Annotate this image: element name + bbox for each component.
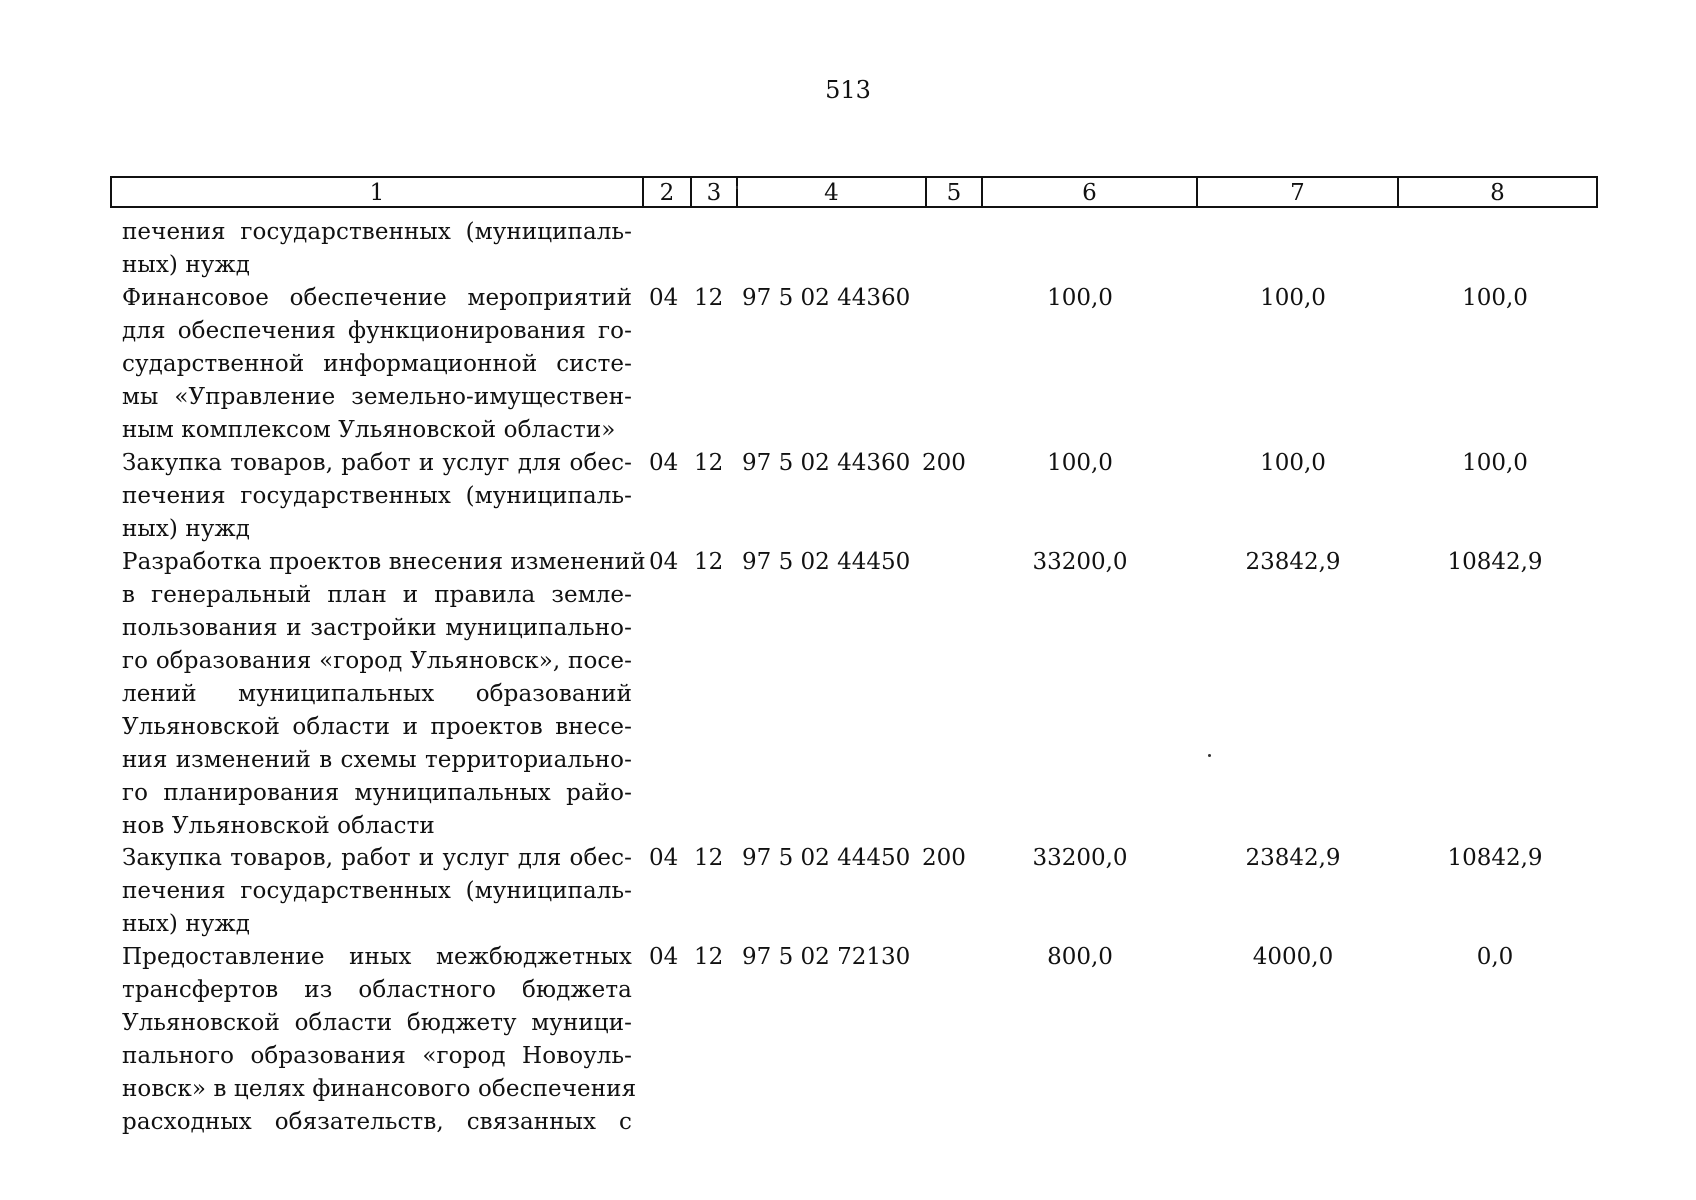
header-col-8: 8: [1397, 178, 1596, 206]
header-col-6: 6: [981, 178, 1196, 206]
row-description: [122, 282, 632, 447]
cell-amount-7: 100,0: [1260, 450, 1326, 476]
desc-line: ния изменений в схемы территориально-: [122, 747, 632, 773]
desc-line: пального образования «город Новоуль-: [122, 1043, 632, 1069]
desc-line: новск» в целях финансового обеспечения: [122, 1076, 637, 1102]
cell-subsection: 12: [694, 285, 724, 311]
cell-amount-8: 10842,9: [1447, 845, 1543, 871]
desc-line: ных) нужд: [122, 516, 250, 542]
desc-line: в генеральный план и правила земле-: [122, 582, 632, 608]
cell-amount-8: 0,0: [1476, 944, 1514, 970]
cell-amount-8: 10842,9: [1447, 549, 1543, 575]
desc-line: Предоставление иных межбюджетных: [122, 944, 632, 970]
cell-amount-6: 100,0: [1047, 285, 1113, 311]
desc-line: печения государственных (муниципаль-: [122, 878, 632, 904]
cell-amount-8: 100,0: [1462, 450, 1528, 476]
cell-target-code: 97 5 02 44360: [742, 450, 911, 476]
cell-expense-type: 200: [922, 450, 966, 476]
page-number: 513: [825, 76, 871, 104]
cell-section: 04: [649, 285, 679, 311]
cell-amount-6: 100,0: [1047, 450, 1113, 476]
cell-subsection: 12: [694, 845, 724, 871]
desc-line: печения государственных (муниципаль-: [122, 219, 632, 245]
desc-line: расходных обязательств, связанных с: [122, 1109, 632, 1135]
cell-target-code: 97 5 02 44450: [742, 845, 911, 871]
cell-amount-7: 100,0: [1260, 285, 1326, 311]
header-col-4: 4: [736, 178, 925, 206]
scan-mark: [736, 186, 738, 189]
desc-line: трансфертов из областного бюджета: [122, 977, 632, 1003]
desc-line: Закупка товаров, работ и услуг для обес-: [122, 845, 632, 871]
table-header: [110, 176, 1598, 208]
desc-line: сударственной информационной систе-: [122, 351, 632, 377]
desc-line: ных) нужд: [122, 252, 250, 278]
desc-line: нов Ульяновской области: [122, 813, 435, 839]
desc-line: для обеспечения функционирования го-: [122, 318, 632, 344]
cell-section: 04: [649, 549, 679, 575]
desc-line: ным комплексом Ульяновской области»: [122, 417, 616, 443]
cell-amount-7: 4000,0: [1252, 944, 1334, 970]
cell-section: 04: [649, 944, 679, 970]
row-description: [122, 842, 632, 941]
header-col-3: 3: [690, 178, 736, 206]
desc-line: Ульяновской области и проектов внесе-: [122, 714, 632, 740]
cell-subsection: 12: [694, 944, 724, 970]
desc-line: лений муниципальных образований: [122, 681, 632, 707]
cell-amount-7: 23842,9: [1245, 549, 1341, 575]
cell-target-code: 97 5 02 44360: [742, 285, 911, 311]
cell-target-code: 97 5 02 44450: [742, 549, 911, 575]
row-description: [122, 447, 632, 546]
row-description: [122, 546, 646, 843]
cell-section: 04: [649, 845, 679, 871]
cell-subsection: 12: [694, 549, 724, 575]
cell-target-code: 97 5 02 72130: [742, 944, 911, 970]
desc-line: печения государственных (муниципаль-: [122, 483, 632, 509]
cell-amount-6: 33200,0: [1032, 845, 1128, 871]
header-col-1: 1: [369, 180, 385, 206]
header-col-5: 5: [925, 178, 981, 206]
cell-section: 04: [649, 450, 679, 476]
cell-expense-type: 200: [922, 845, 966, 871]
scan-speck: [1208, 754, 1211, 757]
desc-line: Ульяновской области бюджету муници-: [122, 1010, 632, 1036]
desc-line: ных) нужд: [122, 911, 250, 937]
cell-amount-6: 33200,0: [1032, 549, 1128, 575]
row-description: [122, 216, 632, 282]
cell-amount-7: 23842,9: [1245, 845, 1341, 871]
desc-line: пользования и застройки муниципально-: [122, 615, 632, 641]
desc-line: Закупка товаров, работ и услуг для обес-: [122, 450, 632, 476]
cell-amount-6: 800,0: [1047, 944, 1113, 970]
desc-line: мы «Управление земельно-имуществен-: [122, 384, 632, 410]
desc-line: Финансовое обеспечение мероприятий: [122, 285, 632, 311]
header-col-7: 7: [1196, 178, 1397, 206]
header-col-2: 2: [642, 178, 690, 206]
row-description: [122, 941, 637, 1139]
cell-subsection: 12: [694, 450, 724, 476]
desc-line: Разработка проектов внесения изменений: [122, 549, 646, 575]
desc-line: го планирования муниципальных райо-: [122, 780, 632, 806]
cell-amount-8: 100,0: [1462, 285, 1528, 311]
desc-line: го образования «город Ульяновск», посе-: [122, 648, 632, 674]
